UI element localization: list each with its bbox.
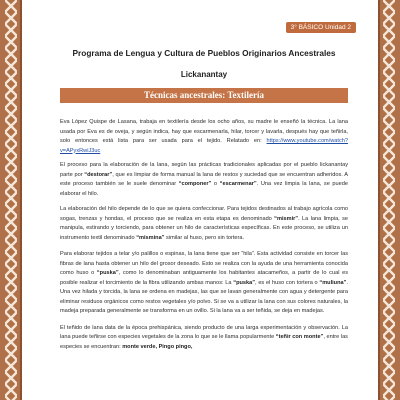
- left-border-edge: [20, 0, 22, 400]
- paragraph-4-text-4: . Una vez hilada y torcida, la lana se ordena en madejas, las que se lavan generalmente con agua y detergente para eliminar residuos orgánicos como restos vegetales y/o polvo. Si se va a utilizar la lana con sus colores naturales, la madeja preparada generalmente se transforma en un ovillo. Si la lana va a ser teñida, se deja en madejas.: [60, 279, 348, 314]
- right-border-edge: [378, 0, 380, 400]
- paragraph-2-text-1: El proceso para la elaboración de la lana, según las prácticas tradicionales aplicadas por el pueblo lickanantay parte por: [60, 162, 348, 178]
- paragraph-3-text-1: La elaboración del hilo depende de lo que se quiera confeccionar. Para tejidos destinados al trabajo agrícola como sogas, trenzas y hondas, el proceso que se realiza en esta etapa es denominado: [60, 206, 348, 222]
- term-mismina: “mismina”: [136, 234, 165, 241]
- left-border-pattern: [5, 0, 17, 400]
- paragraph-2: [60, 161, 348, 199]
- term-tenir-con-monte: “teñir con monte”: [275, 334, 324, 340]
- term-destorar: “destorar”: [84, 171, 113, 178]
- paragraph-5-text-2: , entre las especies se encuentran:: [60, 334, 348, 350]
- grade-unit-badge: 3° BÁSICO Unidad 2: [286, 22, 356, 33]
- paragraph-2-text-2: , que es limpiar de forma manual la lana de restos y suciedad que se encuentran adheridos. A este proceso también se le suele denominar: [60, 171, 348, 187]
- right-border-pattern: [383, 0, 395, 400]
- term-puska: “puska”: [96, 270, 119, 276]
- paragraph-3-text-3: similar al huso, pero sin tortera.: [164, 234, 245, 241]
- paragraph-1-text: Eva López Quispe de Lasana, trabaja en textilería desde los ocho años, su madre le enseñó la técnica. La lana usada por Eva es de oveja, y según indica, hay que escarmenarla, hilar, torcer y lavarla, después hay que teñirla, solo entonces está lista para ser usada para el tejido. Relatado en:: [60, 119, 348, 144]
- right-decorative-border: [378, 0, 400, 400]
- paragraph-2-text-4: . Una vez limpia la lana, se puede elaborar el hilo.: [60, 181, 348, 197]
- paragraph-4-text-2: , como lo denominaban antiguamente los habitantes atacameños, a partir de lo cual es posible realizar el torcimiento de la fibra utilizando ambas manos: La: [60, 270, 348, 286]
- paragraph-4-text-3: , es el huso con tortera o: [255, 279, 320, 286]
- paragraph-5-text-1: El teñido de lana data de la época prehispánica, siendo producto de una larga experimentación y observación. La lana puede teñirse con especies vegetales de la zona lo que se le llama popularmente: [60, 324, 348, 340]
- paragraph-5: [60, 324, 348, 353]
- program-title: Programa de Lengua y Cultura de Pueblos Originarios Ancestrales: [72, 48, 336, 58]
- paragraph-3-text-2: . La lana limpia, se manipula, estirando y torciendo, para obtener un hilo de características específicas. En este proceso, se utiliza un instrumento textil denominado: [60, 215, 349, 241]
- document-content: [60, 48, 348, 352]
- section-title-banner: Técnicas ancestrales: Textilería: [60, 88, 348, 103]
- term-muliuna: “muliuna”: [319, 279, 347, 286]
- paragraph-2-text-3: o: [211, 181, 220, 187]
- term-escarmenar: “escarmenar”: [219, 181, 257, 187]
- term-componer: “componer”: [178, 181, 212, 187]
- paragraph-4-text-1: Para elaborar tejidos a telar y/o palillos o espinas, la lana tiene que ser “hila”. Esta actividad consiste en torcer las fibras de lana hasta obtener un hilo del grosor deseado. Esto se realiza con la ayuda de una herramienta conocida como huso o: [60, 251, 348, 276]
- left-decorative-border: [0, 0, 22, 400]
- term-puska-2: “puska”: [233, 279, 256, 286]
- paragraph-3: [60, 205, 348, 243]
- term-plant-species: monte verde, Pingo pingo,: [122, 343, 193, 350]
- term-mismir: “mismir”: [274, 215, 299, 222]
- language-subtitle: Lickanantay: [180, 70, 228, 79]
- video-link[interactable]: https://www.youtube.com/watch?v=APyxRwiJ3uc: [60, 138, 348, 154]
- paragraph-4: [60, 250, 348, 317]
- paragraph-1: [60, 118, 348, 156]
